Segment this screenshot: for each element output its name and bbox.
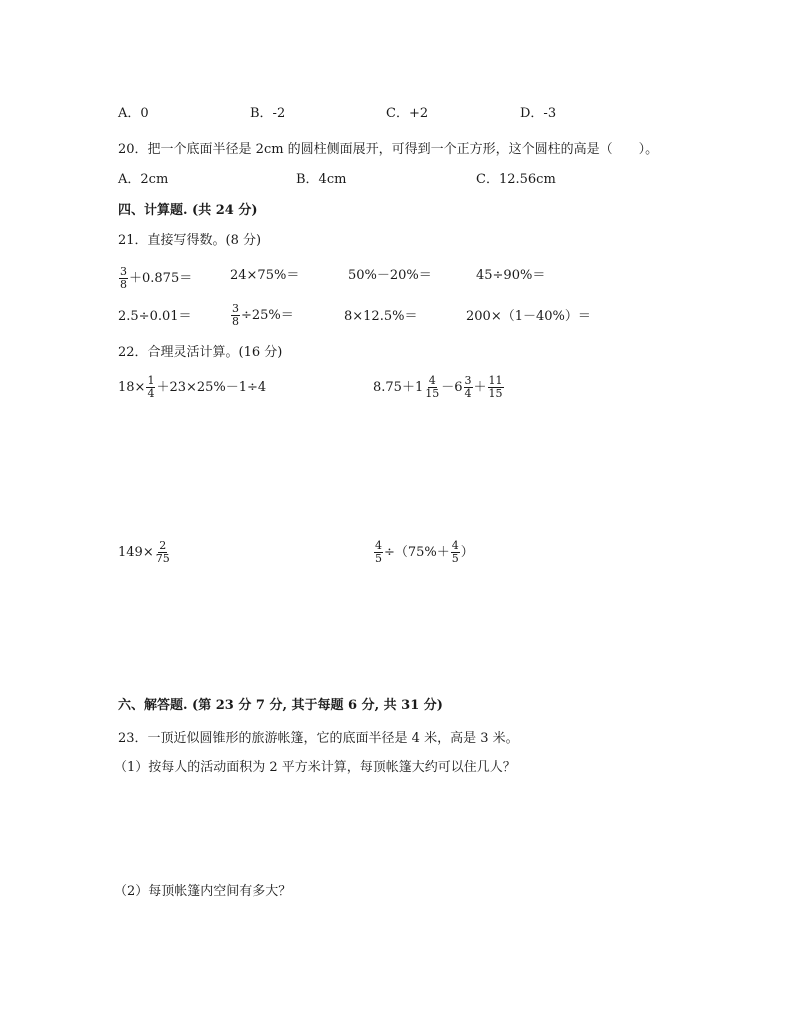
expr-part: 149×: [118, 545, 154, 560]
expr-tail: ）: [460, 545, 474, 560]
q23-part-2: （2）每顶帐篷内空间有多大？: [114, 884, 292, 899]
fraction: [231, 303, 240, 328]
denominator: 15: [488, 387, 503, 400]
denominator: 75: [155, 552, 170, 565]
q22-expr-1: [118, 375, 266, 400]
q21-expr-1: [118, 266, 192, 291]
numerator: 3: [232, 302, 239, 315]
fraction: [119, 266, 128, 291]
numerator: 4: [375, 539, 382, 552]
denominator: 5: [451, 552, 459, 565]
q19-option-b: B．-2: [250, 106, 286, 121]
q22-title: 22．合理灵活计算。(16 分): [118, 345, 283, 360]
expr-tail: ＋23×25%－1÷4: [156, 380, 267, 395]
denominator: 4: [464, 387, 472, 400]
q21-expr-3: 50%－20%＝: [348, 268, 432, 283]
q20-option-c: C．12.56cm: [476, 172, 556, 187]
q20-option-b: B．4cm: [296, 172, 347, 187]
fraction: [155, 540, 171, 565]
numerator: 4: [428, 374, 436, 387]
q21-expr-5: 2.5÷0.01＝: [118, 309, 192, 324]
fraction: [374, 540, 383, 565]
q19-option-d: D．-3: [520, 106, 557, 121]
q19-option-c: C．+2: [386, 106, 429, 121]
denominator: 8: [232, 315, 239, 328]
expr-tail: ÷25%＝: [241, 308, 294, 323]
denominator: 8: [120, 278, 127, 291]
fraction: [451, 540, 460, 565]
q20-text: 20．把一个底面半径是 2cm 的圆柱侧面展开，可得到一个正方形，这个圆柱的高是（ ）。: [118, 142, 659, 157]
numerator: 1: [147, 374, 155, 387]
q21-expr-7: 8×12.5%＝: [344, 309, 418, 324]
q22-expr-2: [373, 375, 505, 400]
expr-part: －6: [441, 380, 463, 395]
q21-expr-6: [230, 303, 294, 328]
q19-option-a: A．0: [118, 106, 149, 121]
expr-part: 18×: [118, 380, 146, 395]
q23-text: 23．一顶近似圆锥形的旅游帐篷，它的底面半径是 4 米，高是 3 米。: [118, 731, 519, 746]
expr-part: 8.75＋1: [373, 380, 424, 395]
numerator: 11: [488, 374, 503, 387]
denominator: 5: [375, 552, 382, 565]
q23-part-1: （1）按每人的活动面积为 2 平方米计算，每顶帐篷大约可以住几人？: [114, 760, 516, 775]
numerator: 4: [451, 539, 459, 552]
q21-title: 21．直接写得数。(8 分): [118, 233, 262, 248]
denominator: 4: [147, 387, 155, 400]
expr-part: ÷（75%＋: [384, 545, 450, 560]
fraction: [488, 375, 504, 400]
fraction: [146, 375, 155, 400]
q21-expr-8: 200×（1－40%）＝: [466, 309, 591, 324]
q21-expr-4: 45÷90%＝: [476, 268, 546, 283]
numerator: 2: [159, 539, 167, 552]
q22-expr-3: [118, 540, 172, 565]
section6-title: 六、解答题. (第 23 分 7 分, 其于每题 6 分, 共 31 分): [118, 698, 443, 713]
denominator: 15: [425, 387, 440, 400]
expr-tail: ＋0.875＝: [129, 271, 193, 286]
numerator: 3: [464, 374, 472, 387]
numerator: 3: [120, 265, 127, 278]
fraction: [424, 375, 440, 400]
fraction: [464, 375, 473, 400]
section4-title: 四、计算题. (共 24 分): [118, 203, 258, 218]
expr-part: ＋: [473, 380, 487, 395]
q21-expr-2: 24×75%＝: [230, 268, 300, 283]
q22-expr-4: [373, 540, 474, 565]
q20-option-a: A．2cm: [118, 172, 169, 187]
